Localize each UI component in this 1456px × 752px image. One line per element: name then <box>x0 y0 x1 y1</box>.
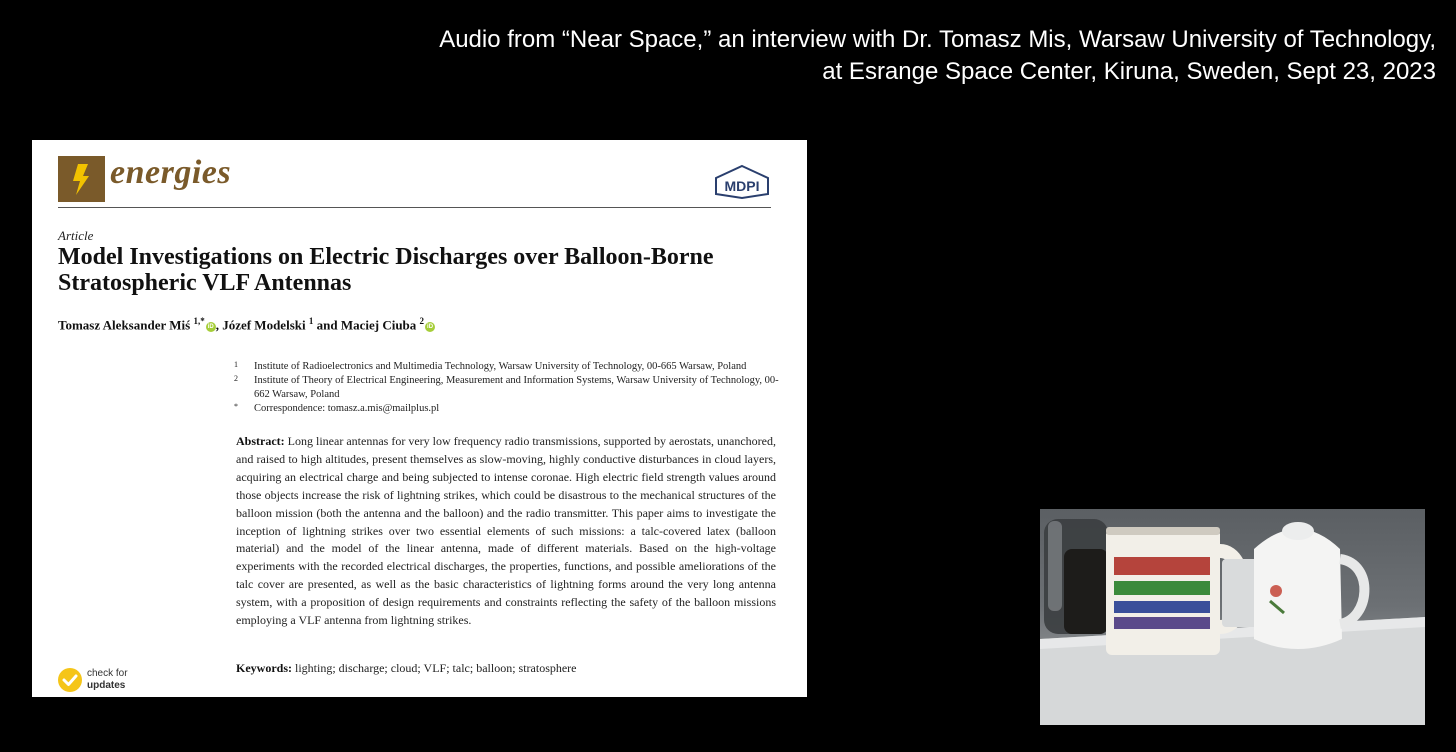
title-line-2: Stratospheric VLF Antennas <box>58 270 352 296</box>
author-separator: , <box>215 317 223 333</box>
caption-line-2: at Esrange Space Center, Kiruna, Sweden, Sept 23, 2023 <box>822 58 1436 85</box>
check-for-updates-line-1: check for <box>87 668 128 679</box>
orcid-icon[interactable]: iD <box>427 324 434 331</box>
video-caption <box>236 24 1436 88</box>
affiliation-marker: * <box>234 402 238 411</box>
check-for-updates-line-2: updates <box>87 680 126 691</box>
author-list <box>58 316 435 333</box>
paper-title <box>58 244 788 296</box>
affiliation-marker: 1 <box>234 360 238 369</box>
author-name: Józef Modelski <box>222 317 306 333</box>
abstract-text: Long linear antennas for very low frequency radio transmissions, supported by aerostats, unanchored, and raised to high altitudes, present themselves as slow-moving, highly conductive disturbances in cloud layers, acquiring an electrical charge and being subjected to intense coronae. High electric field strength values around those objects increase the risk of lightning strikes, which could be disastrous to the mechanical structures of the balloon mission (both the antenna and the balloon) and the radio transmitter. This paper aims to investigate the inception of lightning strikes over two essential elements of such missions: a talc-covered latex (balloon material) and the model of the linear antenna, made of different materials. Based on the high-voltage experiments with the recorded electrical discharges, the properties, functions, and possible ameliorations of the talc cover are presented, as well as the basic characteristics of lightning forms around the very long antenna system, with a proposition of design requirements and constraints reflecting the safety of the balloon missions employing a VLF antenna from lightning strikes. <box>236 434 776 628</box>
check-icon <box>58 668 82 692</box>
affiliation-item <box>234 374 779 402</box>
affiliation-text: Institute of Theory of Electrical Engineering, Measurement and Information Systems, Warsaw University of Technology, 00-662 Warsaw, Poland <box>254 375 779 400</box>
affiliation-marker: 2 <box>234 374 238 383</box>
mdpi-logo-text: MDPI <box>724 178 760 194</box>
title-line-1: Model Investigations on Electric Discharges over Balloon-Borne <box>58 244 714 270</box>
affiliation-item <box>234 360 779 374</box>
paper-page <box>32 140 807 697</box>
header-divider <box>58 207 771 208</box>
affiliations <box>234 360 779 416</box>
keywords-label: Keywords: <box>236 661 292 675</box>
author-name: Maciej Ciuba <box>340 317 417 333</box>
caption-line-1: Audio from “Near Space,” an interview with Dr. Tomasz Mis, Warsaw University of Technology, <box>439 26 1436 53</box>
keywords <box>236 661 776 676</box>
author-affiliation-mark: 1 <box>308 316 314 326</box>
affiliation-text: Institute of Radioelectronics and Multimedia Technology, Warsaw University of Technology, 00-665 Warsaw, Poland <box>254 361 747 372</box>
video-thumbnail[interactable] <box>1040 509 1425 725</box>
author-name: Tomasz Aleksander Miś <box>58 317 191 333</box>
energies-logo-icon <box>58 156 105 202</box>
mdpi-logo-icon <box>713 164 771 200</box>
affiliation-item <box>234 402 779 416</box>
correspondence-text[interactable]: Correspondence: tomasz.a.mis@mailplus.pl <box>254 403 440 414</box>
author-affiliation-mark: 2 <box>419 316 425 326</box>
author-affiliation-mark: 1,* <box>193 316 205 326</box>
video-mugs-icon <box>1040 509 1425 725</box>
author-separator: and <box>313 317 341 333</box>
orcid-icon[interactable]: iD <box>207 324 214 331</box>
abstract-label: Abstract: <box>236 434 285 448</box>
abstract <box>236 433 776 630</box>
journal-name: energies <box>110 154 232 191</box>
keywords-text: lighting; discharge; cloud; VLF; talc; balloon; stratosphere <box>295 661 577 675</box>
article-type: Article <box>58 228 94 243</box>
check-for-updates-button[interactable] <box>58 667 158 697</box>
